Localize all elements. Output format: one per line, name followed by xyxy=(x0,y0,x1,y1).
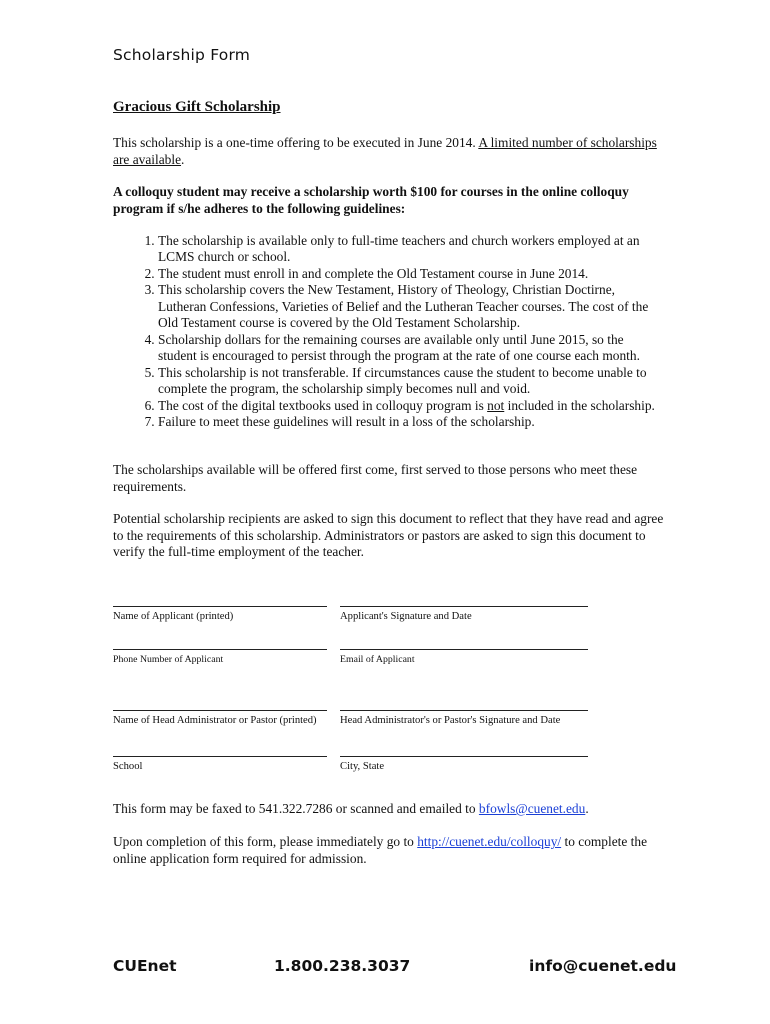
guideline-item: 7. Failure to meet these guidelines will result in a loss of the scholarship. xyxy=(158,414,663,430)
admin-name-label: Name of Head Administrator or Pastor (printed) xyxy=(113,715,317,726)
guideline-item: 1. The scholarship is available only to full-time teachers and church workers employed at an LCMS church or school. xyxy=(158,233,663,266)
guidelines-intro: A colloquy student may receive a scholarship worth $100 for courses in the online colloquy program if s/he adheres to the following guidelines: xyxy=(113,184,629,216)
footer-org: CUEnet xyxy=(113,957,177,975)
guideline-6-underlined: not xyxy=(487,397,505,413)
admin-signature-label: Head Administrator's or Pastor's Signature and Date xyxy=(340,715,561,726)
email-label: Email of Applicant xyxy=(340,654,415,665)
admin-name-line[interactable] xyxy=(113,710,327,711)
intro-underlined-text: A limited number of scholarships are available xyxy=(113,135,657,167)
school-label: School xyxy=(113,761,143,772)
intro-paragraph xyxy=(113,135,673,168)
phone-label: Phone Number of Applicant xyxy=(113,654,224,665)
fax-paragraph xyxy=(113,801,673,818)
guideline-6-after: included in the scholarship. xyxy=(504,397,655,413)
scholarship-heading: Gracious Gift Scholarship xyxy=(113,99,281,115)
fax-end: . xyxy=(585,801,589,816)
completion-paragraph xyxy=(113,834,673,867)
signature-instructions: Potential scholarship recipients are asked to sign this document to reflect that they have read and agree to the requirements of this scholarship. Administrators or pastors are asked to sign this document to verify the full-time employment of the teacher. xyxy=(113,511,664,559)
footer-phone: 1.800.238.3037 xyxy=(274,957,411,975)
guideline-item xyxy=(158,398,663,414)
city-state-label: City, State xyxy=(340,761,385,772)
first-come-paragraph: The scholarships available will be offered first come, first served to those persons who meet these requirements. xyxy=(113,462,638,494)
email-line[interactable] xyxy=(340,649,588,650)
guideline-6-before: The cost of the digital textbooks used in colloquy program is xyxy=(158,397,488,413)
guideline-item: 3. This scholarship covers the New Testament, History of Theology, Christian Doctirne, Lutheran Confessions, Varieties of Belief and the Lutheran Teacher courses. The cost of the Old Testament course is covered by the Old Testament Scholarship. xyxy=(158,282,663,331)
admin-signature-line[interactable] xyxy=(340,710,588,711)
footer-email: info@cuenet.edu xyxy=(529,957,677,975)
applicant-name-line[interactable] xyxy=(113,606,327,607)
intro-end: . xyxy=(181,151,185,167)
email-link[interactable]: bfowls@cuenet.edu xyxy=(478,801,586,816)
city-state-line[interactable] xyxy=(340,756,588,757)
completion-end: to complete the online application form required for admission. xyxy=(113,834,648,866)
school-line[interactable] xyxy=(113,756,327,757)
phone-line[interactable] xyxy=(113,649,327,650)
applicant-signature-label: Applicant's Signature and Date xyxy=(340,611,472,622)
form-title: Scholarship Form xyxy=(113,46,251,64)
guideline-item: 5. This scholarship is not transferable. If circumstances cause the student to become unable to complete the program, the scholarship simply becomes null and void. xyxy=(158,365,663,398)
guideline-item: 4. Scholarship dollars for the remaining courses are available only until June 2015, so the student is encouraged to persist through the program at the rate of one course each month. xyxy=(158,332,663,365)
applicant-name-label: Name of Applicant (printed) xyxy=(113,611,234,622)
guidelines-list xyxy=(113,233,663,430)
colloquy-url-link[interactable]: http://cuenet.edu/colloquy/ xyxy=(417,834,562,849)
intro-text: This scholarship is a one-time offering to be executed in June 2014. xyxy=(113,135,479,150)
applicant-signature-line[interactable] xyxy=(340,606,588,607)
fax-text: This form may be faxed to 541.322.7286 or scanned and emailed to xyxy=(113,801,479,816)
completion-text: Upon completion of this form, please immediately go to xyxy=(113,834,418,849)
guideline-item: 2. The student must enroll in and complete the Old Testament course in June 2014. xyxy=(158,266,663,282)
